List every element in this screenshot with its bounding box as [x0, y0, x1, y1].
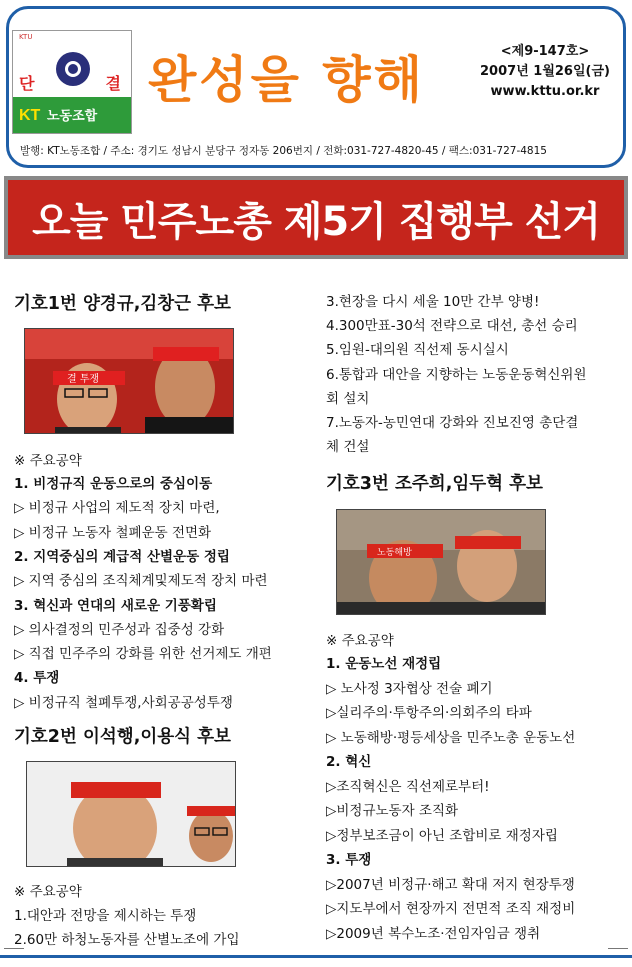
flag-brand: KT — [19, 107, 41, 124]
candidate1-pledge-line: ▷ 비정규 사업의 제도적 장치 마련, — [14, 500, 220, 517]
candidate3-pledge-line: ▷ 노사정 3자협상 전술 폐기 — [326, 680, 493, 697]
candidate3-headband-text: 노동해방 — [377, 548, 412, 558]
candidate1-pledge-line: ▷ 지역 중심의 조직체계및제도적 장치 마련 — [14, 573, 268, 590]
candidate3-pledge-line: 1. 운동노선 재정립 — [326, 656, 442, 672]
issue-number: <제9-147호> — [500, 44, 590, 59]
union-flag-logo — [12, 30, 132, 134]
candidate2-pledge-line: 5.임원-대의원 직선제 동시실시 — [326, 342, 509, 359]
candidate3-pledge-line: 3. 투쟁 — [326, 852, 372, 868]
candidate3-pledge-line: ▷2009년 복수노조·전임자임금 쟁취 — [326, 925, 541, 942]
candidate2-pledge-line: 회 설치 — [326, 390, 370, 407]
candidate1-heading: 기호1번 양경규,김창근 후보 — [14, 294, 231, 314]
headline-banner — [4, 176, 628, 259]
headline-text: 오늘 민주노총 제5기 집행부 선거 — [32, 199, 600, 245]
candidate3-section-label: ※ 주요공약 — [326, 633, 394, 649]
candidate2-pledge-line: 6.통합과 대안을 지향하는 노동운동혁신위원 — [326, 366, 587, 383]
candidate1-pledge-line: ▷ 비정규직 철폐투쟁,사회공공성투쟁 — [14, 694, 233, 711]
footer-corner-right — [608, 948, 628, 949]
candidate1-pledge-line: ▷ 직접 민주주의 강화를 위한 선거제도 개편 — [14, 646, 272, 663]
publisher-info: 발행: KT노동조합 / 주소: 경기도 성남시 분당구 정자동 206번지 / 전화:031-727-4820-45 / 팩스:031-727-4815 — [20, 145, 547, 157]
flag-word-right: 결 — [105, 74, 121, 93]
candidate2-pledge-line: 3.현장을 다시 세울 10만 간부 양병! — [326, 294, 540, 310]
candidate3-pledge-line: ▷ 노동해방·평등세상을 민주노총 운동노선 — [326, 729, 576, 746]
candidate3-pledge-line: ▷정부보조금이 아닌 조합비로 재정자립 — [326, 827, 558, 844]
flag-word-left: 단 — [19, 74, 35, 93]
candidate1-photo — [24, 328, 234, 434]
candidate1-pledge-line: 3. 혁신과 연대의 새로운 기풍확립 — [14, 597, 217, 614]
website-link[interactable]: www.kttu.or.kr — [490, 84, 600, 99]
candidate3-pledge-line: 2. 혁신 — [326, 754, 372, 770]
newsletter-title: 완성을 향해 — [148, 51, 425, 109]
candidate3-photo — [336, 509, 546, 615]
candidate1-section-label: ※ 주요공약 — [14, 453, 82, 469]
candidate3-pledge-line: ▷지도부에서 현장까지 전면적 조직 재정비 — [326, 901, 576, 917]
candidate2-photo — [26, 761, 236, 867]
candidate2-pledge-line: 7.노동자-농민연대 강화와 진보진영 총단결 — [326, 415, 579, 431]
candidate2-section-label: ※ 주요공약 — [14, 884, 82, 900]
flag-union: 노동조합 — [47, 109, 98, 124]
candidate1-pledge-line: 4. 투쟁 — [14, 670, 60, 687]
candidate3-pledge-line: ▷비정규노동자 조직화 — [326, 803, 459, 819]
flag-emblem-icon — [53, 49, 93, 89]
footer-corner-left — [4, 948, 24, 949]
candidate3-pledge-line: ▷2007년 비정규·해고 확대 저지 현장투쟁 — [326, 876, 575, 893]
candidate2-pledge-line: 2.60만 하청노동자를 산별노조에 가입 — [14, 932, 240, 948]
candidate3-heading: 기호3번 조주희,임두혁 후보 — [326, 474, 543, 494]
candidate3-pledge-line: ▷실리주의·투항주의·의회주의 타파 — [326, 705, 532, 721]
candidate1-pledge-line: 2. 지역중심의 계급적 산별운동 정립 — [14, 548, 230, 565]
candidate2-pledge-line: 4.300만표-30석 전략으로 대선, 총선 승리 — [326, 318, 578, 335]
issue-info — [470, 42, 620, 102]
candidate2-heading: 기호2번 이석행,이용식 후보 — [14, 727, 231, 747]
issue-date: 2007년 1월26일(금) — [480, 64, 610, 79]
candidate1-pledge-line: 1. 비정규직 운동으로의 중심이동 — [14, 476, 213, 492]
candidate2-pledge-line: 체 건설 — [326, 439, 370, 456]
candidate1-headband-text: 결 투쟁 — [67, 374, 100, 385]
flag-top-text: KTU — [19, 33, 33, 41]
candidate1-pledge-line: ▷ 비정규 노동자 철폐운동 전면화 — [14, 524, 212, 541]
candidate1-pledge-line: ▷ 의사결정의 민주성과 집중성 강화 — [14, 621, 225, 638]
candidate2-pledge-line: 1.대안과 전망을 제시하는 투쟁 — [14, 908, 197, 924]
candidate3-pledge-line: ▷조직혁신은 직선제로부터! — [326, 778, 490, 795]
footer-divider — [0, 955, 632, 958]
